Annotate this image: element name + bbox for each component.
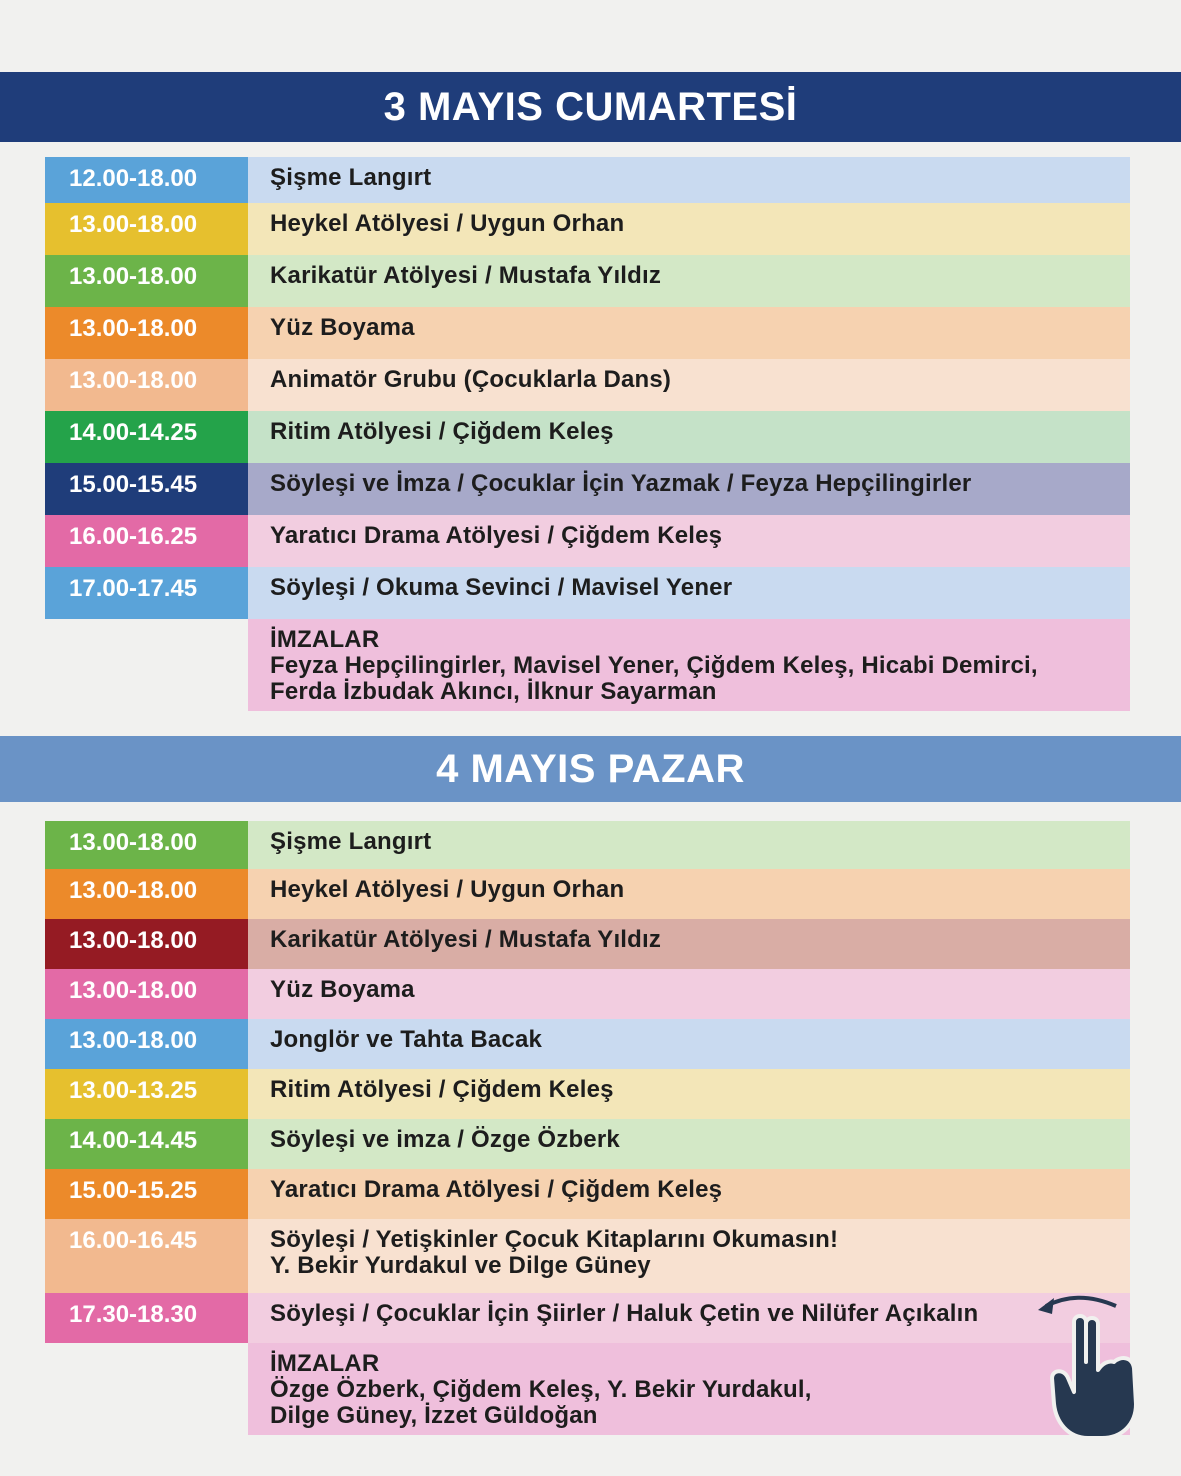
event-description	[248, 515, 1130, 567]
event-line: Söyleşi ve İmza / Çocuklar İçin Yazmak / Feyza Hepçilingirler	[270, 470, 972, 497]
event-line: Söyleşi / Okuma Sevinci / Mavisel Yener	[270, 574, 733, 601]
event-line: Yaratıcı Drama Atölyesi / Çiğdem Keleş	[270, 1176, 723, 1203]
schedule-row	[45, 157, 1130, 203]
event-line: Yüz Boyama	[270, 314, 415, 341]
schedule-row	[45, 619, 1130, 711]
time-slot: 13.00-18.00	[45, 969, 248, 1019]
event-description	[248, 1019, 1130, 1069]
schedule-row	[45, 1219, 1130, 1293]
event-line: Söyleşi ve imza / Özge Özberk	[270, 1126, 620, 1153]
time-slot: 13.00-18.00	[45, 307, 248, 359]
event-line: Y. Bekir Yurdakul ve Dilge Güney	[270, 1252, 651, 1279]
event-description	[248, 255, 1130, 307]
event-description	[248, 1343, 1130, 1435]
event-line: Şişme Langırt	[270, 164, 432, 191]
event-description	[248, 869, 1130, 919]
time-slot: 17.30-18.30	[45, 1293, 248, 1343]
schedule-row	[45, 255, 1130, 307]
event-description	[248, 1169, 1130, 1219]
event-line: Söyleşi / Çocuklar İçin Şiirler / Haluk Çetin ve Nilüfer Açıkalın	[270, 1300, 979, 1327]
day-header-4-mayis	[0, 736, 1181, 802]
event-line: Jonglör ve Tahta Bacak	[270, 1026, 543, 1053]
time-slot: 16.00-16.45	[45, 1219, 248, 1293]
time-slot: 16.00-16.25	[45, 515, 248, 567]
schedule-row	[45, 1293, 1130, 1343]
event-line: Heykel Atölyesi / Uygun Orhan	[270, 210, 625, 237]
schedule-row	[45, 969, 1130, 1019]
event-line: Dilge Güney, İzzet Güldoğan	[270, 1402, 598, 1429]
event-description	[248, 307, 1130, 359]
time-slot: 13.00-18.00	[45, 255, 248, 307]
event-line: Yaratıcı Drama Atölyesi / Çiğdem Keleş	[270, 522, 723, 549]
time-slot: 13.00-18.00	[45, 821, 248, 869]
schedule-row	[45, 1169, 1130, 1219]
event-line: İMZALAR	[270, 626, 380, 653]
schedule-row	[45, 515, 1130, 567]
swipe-left-hand-icon	[1028, 1292, 1148, 1442]
schedule-row	[45, 359, 1130, 411]
event-line: Özge Özberk, Çiğdem Keleş, Y. Bekir Yurdakul,	[270, 1376, 812, 1403]
schedule-row	[45, 821, 1130, 869]
event-line: Heykel Atölyesi / Uygun Orhan	[270, 876, 625, 903]
time-slot: 13.00-18.00	[45, 203, 248, 255]
schedule-row	[45, 307, 1130, 359]
time-slot: 17.00-17.45	[45, 567, 248, 619]
time-slot: 13.00-18.00	[45, 359, 248, 411]
event-description	[248, 1069, 1130, 1119]
day-title: 3 MAYIS CUMARTESİ	[383, 84, 798, 129]
event-description	[248, 969, 1130, 1019]
time-slot: 13.00-18.00	[45, 1019, 248, 1069]
event-line: Karikatür Atölyesi / Mustafa Yıldız	[270, 926, 662, 953]
event-description	[248, 157, 1130, 203]
schedule-row	[45, 1069, 1130, 1119]
event-line: Şişme Langırt	[270, 828, 432, 855]
schedule-row	[45, 1019, 1130, 1069]
time-slot: 13.00-18.00	[45, 869, 248, 919]
event-line: Animatör Grubu (Çocuklarla Dans)	[270, 366, 672, 393]
schedule-row	[45, 463, 1130, 515]
event-description	[248, 1219, 1130, 1293]
time-slot: 15.00-15.45	[45, 463, 248, 515]
event-line: Ferda İzbudak Akıncı, İlknur Sayarman	[270, 678, 717, 705]
event-line: Ritim Atölyesi / Çiğdem Keleş	[270, 418, 614, 445]
event-description	[248, 567, 1130, 619]
event-description	[248, 1293, 1130, 1343]
event-description	[248, 619, 1130, 711]
event-description	[248, 919, 1130, 969]
event-line: Ritim Atölyesi / Çiğdem Keleş	[270, 1076, 614, 1103]
event-line: Söyleşi / Yetişkinler Çocuk Kitaplarını Okumasın!	[270, 1226, 839, 1253]
schedule-row	[45, 1343, 1130, 1435]
schedule-row	[45, 869, 1130, 919]
event-description	[248, 1119, 1130, 1169]
time-slot: 13.00-13.25	[45, 1069, 248, 1119]
day-header-3-mayis	[0, 72, 1181, 142]
event-description	[248, 821, 1130, 869]
event-line: Feyza Hepçilingirler, Mavisel Yener, Çiğdem Keleş, Hicabi Demirci,	[270, 652, 1038, 679]
schedule-row	[45, 919, 1130, 969]
event-line: İMZALAR	[270, 1350, 380, 1377]
schedule-row	[45, 203, 1130, 255]
event-description	[248, 463, 1130, 515]
time-slot: 13.00-18.00	[45, 919, 248, 969]
time-slot: 12.00-18.00	[45, 157, 248, 203]
event-description	[248, 203, 1130, 255]
schedule-row	[45, 1119, 1130, 1169]
time-slot: 14.00-14.25	[45, 411, 248, 463]
event-line: Yüz Boyama	[270, 976, 415, 1003]
event-line: Karikatür Atölyesi / Mustafa Yıldız	[270, 262, 662, 289]
time-slot: 15.00-15.25	[45, 1169, 248, 1219]
schedule-day-1	[45, 157, 1130, 711]
event-description	[248, 411, 1130, 463]
schedule-row	[45, 411, 1130, 463]
day-title: 4 MAYIS PAZAR	[436, 746, 745, 791]
time-slot	[45, 619, 248, 711]
time-slot: 14.00-14.45	[45, 1119, 248, 1169]
schedule-row	[45, 567, 1130, 619]
schedule-day-2	[45, 821, 1130, 1435]
time-slot	[45, 1343, 248, 1435]
event-description	[248, 359, 1130, 411]
